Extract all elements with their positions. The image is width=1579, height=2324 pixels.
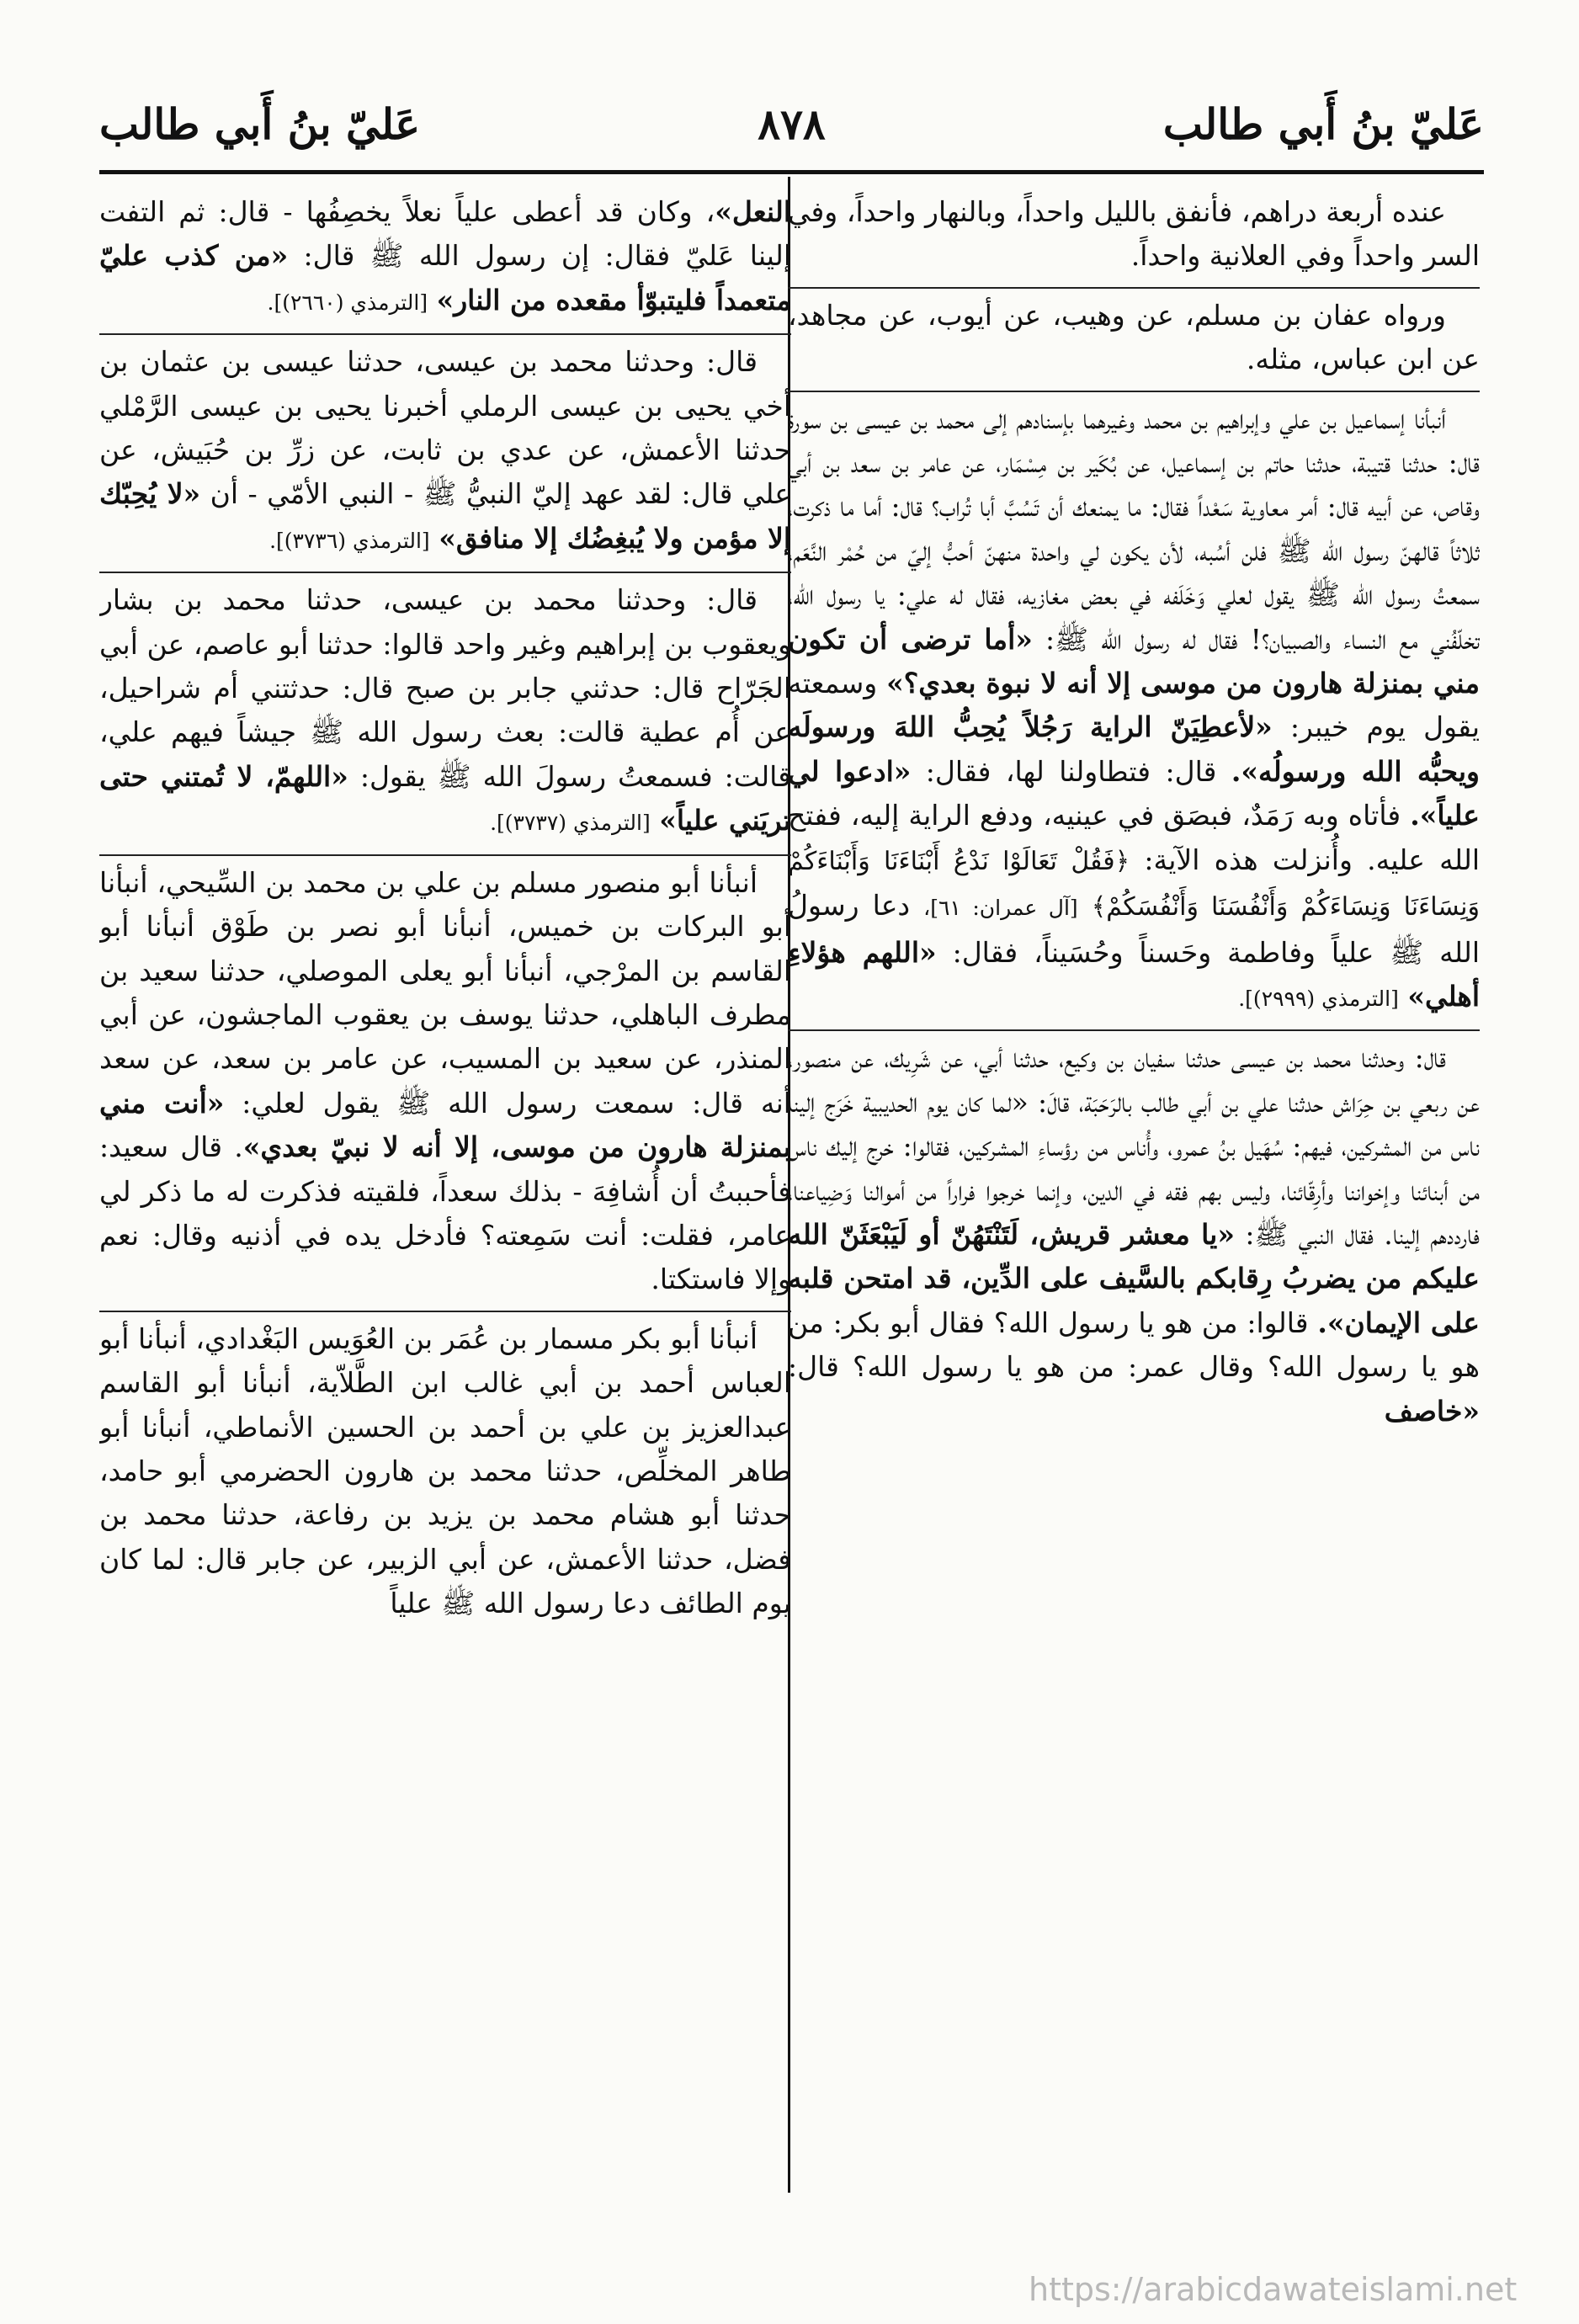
hadith-text: «لأعطِيَنّ الراية رَجُلاً يُحِبُّ اللهَ ورسولَه ويحبُّه الله ورسولُه». — [788, 710, 1480, 788]
text: قال: وحدثنا محمد بن عيسى، حدثنا عيسى بن عثمان بن أخي يحيى بن عيسى الرملي أخبرنا يحيى بن عيسى الرَّمْلي حدثنا الأعمش، عن عدي بن ثابت، عن زرِّ بن حُبَيش، عن علي قال: لقد عهد إليّ النبيُّ ﷺ - النبي الأمّي - أن — [99, 345, 791, 511]
paragraph — [788, 391, 1480, 1022]
hadith-text: «ادعوا لي علياً». — [788, 754, 1480, 832]
hadith-text: النعل» — [715, 195, 791, 228]
source-reference: [الترمذي (٣٧٣٧)]. — [490, 811, 651, 836]
right-column — [788, 190, 1480, 2210]
text: عنده أربعة دراهم، فأنفق بالليل واحداً، وبالنهار واحداً، وفي السر واحداً وفي العلانية واحداً. — [788, 195, 1480, 273]
source-reference: [الترمذي (٢٦٦٠)]. — [267, 290, 428, 315]
text: قالوا: من هو يا رسول الله؟ فقال أبو بكر: من هو يا رسول الله؟ وقال عمر: من هو يا رسول الله؟ قال: — [788, 1306, 1480, 1384]
source-reference: [الترمذي (٣٧٣٦)]. — [269, 528, 430, 553]
left-column — [99, 190, 791, 2210]
running-title-right: عَليّ بنُ أَبي طالب — [1162, 99, 1484, 149]
hadith-text: «لا يُحِبّك إلا مؤمن ولا يُبغِضُك إلا منافق» — [99, 477, 791, 555]
text: قال: وحدثنا محمد بن عيسى حدثنا سفيان بن وكيع، حدثنا أبي، عن شَرِيك، عن منصور، عن ربعي بن حِرَاش حدثنا علي بن أبي طالب بالرَحَبَة، قالَ: «لما كان يوم الحديبية خَرَج إلينا ناس من المشركين، فيهم: سُهَيل بنُ عمرو، وأُناس من رؤساءِ المشركين، فقالوا: خرج إليك ناس من أبنائنا وإخواننا وأرِقّائنا، وليس بهم فقه في الدين، وإنما خرجوا فراراً من أموالنا وَضِياعنا، فارددهم إلينا. فقال النبي ﷺ: — [788, 1041, 1480, 1251]
text: دعا رسولُ الله ﷺ علياً وفاطمة وحَسناً وحُسَيناً، فقال: — [788, 889, 1480, 969]
hadith-text: «خاصف — [1384, 1394, 1480, 1428]
text: قال: وحدثنا محمد بن عيسى، حدثنا محمد بن بشار ويعقوب بن إبراهيم وغير واحد قالوا: حدثنا أبو عاصم، عن أبي الجَرّاح قال: حدثني جابر بن صبح قال: حدثتني أم شراحيل، عن أُم عطية قالت: بعث رسول الله ﷺ جيشاً فيهم علي، قالت: فسمعتُ رسولَ الله ﷺ يقول: — [99, 583, 791, 793]
text: وسمعته يقول يوم خيبر: — [788, 667, 1480, 744]
paragraph — [99, 190, 791, 325]
text: أنبأنا إسماعيل بن علي وإبراهيم بن محمد وغيرهما بإسنادهم إلى محمد بن عيسى بن سورة قال: حدثنا قتيبة، حدثنا حاتم بن إسماعيل، عن بُكَير بن مِسْمَار، عن عامر بن سعد بن أبي وقاص، عن أبيه قال: أمر معاوية سَعْداً فقال: ما يمنعك أن تَسُبَّ أبا تُراب؟ قال: أما ما ذكرت، ثلاثاً قالهنّ رسول الله ﷺ فلن أسُبه، لأن يكون لي واحدة منهنّ أحبُّ إليّ من حُمْر النَّعَم، سمعتُ رسول الله ﷺ يقول لعلي وَخَلَفه في بعض مغازيه، فقال له علي: يا رسول الله، تخلّفُني مع النساء والصبيان؟! فقال له رسول الله ﷺ: — [788, 402, 1480, 656]
paragraph — [788, 287, 1480, 382]
page-number: ٨٧٨ — [758, 99, 826, 149]
hadith-text: «اللهم هؤلاءِ أهلي» — [788, 935, 1480, 1013]
watermark-url: https://arabicdawateislami.net — [1029, 2271, 1518, 2308]
paragraph — [99, 333, 791, 563]
source-reference: [الترمذي (٢٩٩٩)]. — [1238, 986, 1399, 1011]
text: فأتاه وبه رَمَدٌ، فبصَق في عينيه، ودفع الراية إليه، ففتح الله عليه. وأُنزلت هذه الآية: — [788, 799, 1480, 876]
hadith-text: «أما ترضى أن تكون مني بمنزلة هارون من موسى إلا أنه لا نبوة بعدي؟» — [788, 622, 1480, 700]
quran-verse: ﴿فَقُلْ تَعَالَوْا نَدْعُ أَبْنَاءَنَا وَأَبْنَاءَكُمْ وَنِسَاءَنَا وَنِسَاءَكُمْ وَأَنْفُسَنَا وَأَنْفُسَكُمْ﴾ — [788, 846, 1480, 923]
running-title-left: عَليّ بنُ أَبي طالب — [99, 99, 421, 149]
hadith-text: «يا معشر قريش، لَتَنْتَهُنّ أو لَيَبْعَثَنّ الله عليكم من يضربُ رِقابكم بالسَّيف على الدِّين، قد امتحن قلبه على الإيمان». — [788, 1217, 1480, 1339]
text: ورواه عفان بن مسلم، عن وهيب، عن أيوب، عن مجاهد، عن ابن عباس، مثله. — [788, 298, 1480, 376]
hadith-text: «أنت مني بمنزلة هارون من موسى، إلا أنه لا نبيّ بعدي» — [99, 1086, 791, 1164]
text: أنبأنا أبو بكر مسمار بن عُمَر بن العُوَيس البَغْدادي، أنبأنا أبو العباس أحمد بن أبي غالب ابن الطَّلاّية، أنبأنا أبو القاسم عبدالعزيز بن علي بن أحمد بن الحسين الأنماطي، أنبأنا أبو طاهر المخلِّص، حدثنا محمد بن هارون الحضرمي أبو حامد، حدثنا أبو هشام محمد بن يزيد بن رفاعة، حدثنا محمد بن فضل، حدثنا الأعمش، عن أبي الزبير، عن جابر قال: لما كان يوم الطائف دعا رسول الله ﷺ علياً — [99, 1322, 791, 1620]
verse-reference: [آل عمران: ٦١]، — [923, 896, 1078, 921]
text: أنبأنا أبو منصور مسلم بن علي بن محمد بن السِّيحي، أنبأنا أبو البركات بن خميس، أنبأنا أبو نصر بن طَوْق أنبأنا أبو القاسم بن المرْجي، أنبأنا أبو يعلى الموصلي، حدثنا سعيد بن مطرف الباهلي، حدثنا يوسف بن يعقوب الماجشون، عن أبي المنذر، عن سعيد بن المسيب، عن عامر بن سعد، عن سعد أنه قال: سمعت رسول الله ﷺ يقول لعلي: — [99, 865, 791, 1119]
hadith-text: «من كذب عليّ متعمداً فليتبوّأ مقعده من النار» — [99, 239, 791, 316]
page-header — [99, 91, 1484, 158]
text: قال: فتطاولنا لها، فقال: — [925, 754, 1217, 788]
paragraph — [788, 190, 1480, 279]
paragraph — [99, 854, 791, 1302]
text: ، وكان قد أعطى علياً نعلاً يخصِفُها - قال: ثم التفت إلينا عَليّ فقال: إن رسول الله ﷺ قال: — [99, 195, 791, 273]
paragraph — [788, 1029, 1480, 1433]
paragraph — [99, 1311, 791, 1626]
text: . قال سعيد: فأحببتُ أن أُشافِهَ - بذلك سعداً، فلقيته فذكرت له ما ذكر لي عامر، فقلت: أنت سَمِعته؟ فأدخل يده في أذنيه وقال: نعم وإلا فاستكتا. — [99, 1130, 791, 1296]
paragraph — [99, 572, 791, 845]
hadith-text: «اللهمّ، لا تُمتني حتى تريَني علياً» — [99, 759, 791, 838]
header-rule — [99, 170, 1484, 174]
